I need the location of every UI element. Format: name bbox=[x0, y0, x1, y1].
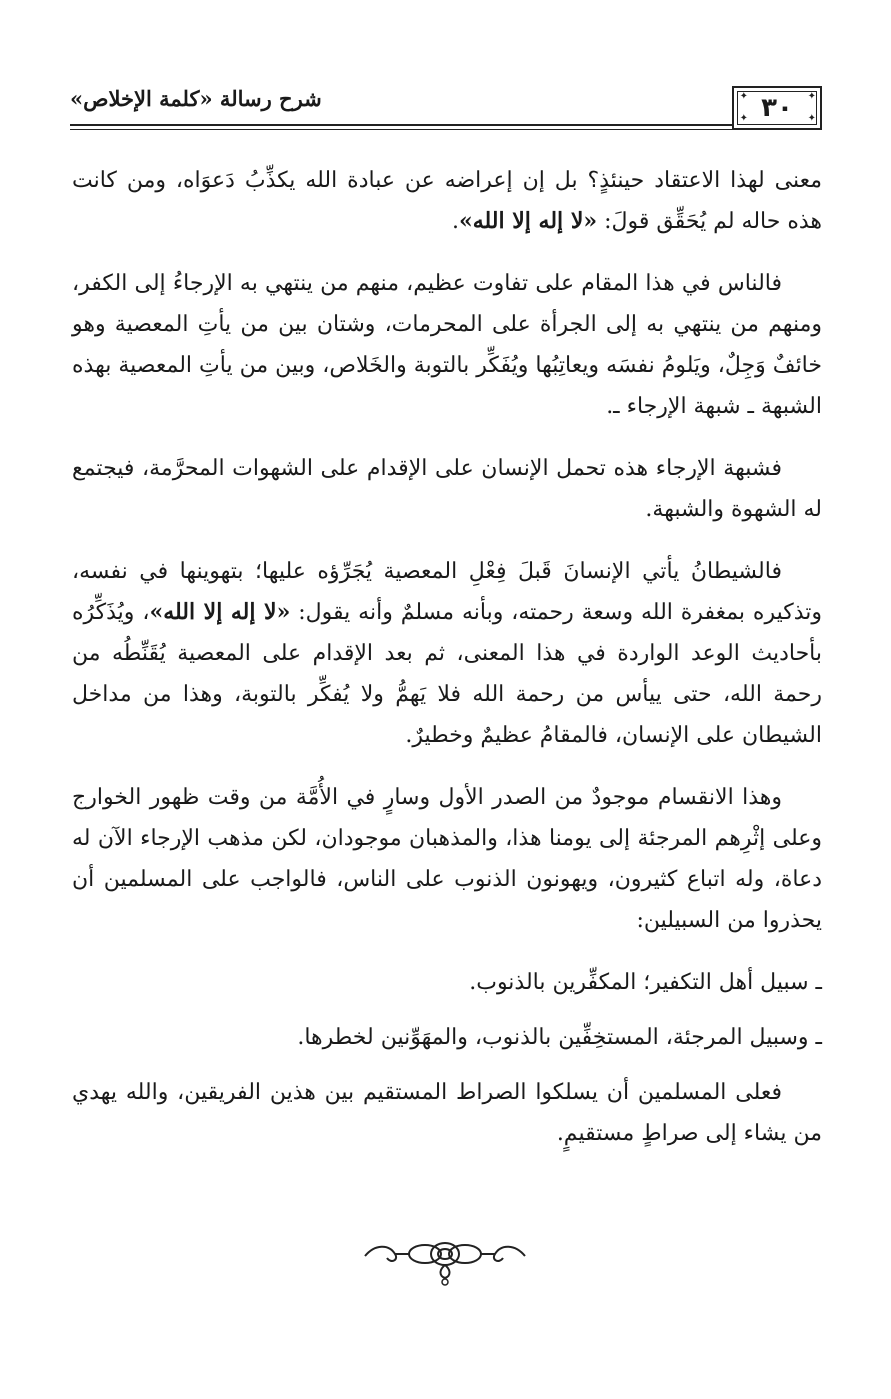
bullet-text: ـ سبيل أهل التكفير؛ المكفِّرين بالذنوب. bbox=[469, 970, 822, 995]
paragraph bbox=[72, 160, 822, 242]
ornament-corner-icon: ✦ bbox=[807, 113, 816, 124]
paragraph-text-tail: . bbox=[451, 209, 459, 234]
page-body bbox=[72, 160, 822, 1175]
ornament-corner-icon: ✦ bbox=[739, 113, 748, 124]
bullet-item bbox=[72, 962, 822, 1003]
paragraph-text-tail: ، ويُذَكِّرُه بأحاديث الوعد الواردة في هذا المعنى، ثم بعد الإقدام على المعصية يُقَنِّطُه من رحمة الله، حتى ييأس من رحمة الله فلا يَهمُّ ولا يُفكِّر بالتوبة، وهذا من مداخل الشيطان على الإنسان، فالمقامُ عظيمٌ وخطيرٌ. bbox=[72, 600, 822, 748]
header-rule-thin bbox=[70, 129, 732, 130]
end-ornament-icon bbox=[355, 1230, 535, 1286]
shahada-phrase: «لا إله إلا الله» bbox=[149, 599, 291, 625]
shahada-phrase: «لا إله إلا الله» bbox=[458, 208, 598, 234]
paragraph bbox=[72, 777, 822, 941]
page-header bbox=[70, 72, 822, 132]
bullet-item bbox=[72, 1017, 822, 1058]
bullet-text: ـ وسبيل المرجئة، المستخِفِّين بالذنوب، والمهَوِّنين لخطرها. bbox=[297, 1025, 822, 1050]
paragraph-text: فالناس في هذا المقام على تفاوت عظيم، منهم من ينتهي به الإرجاءُ إلى الكفر، ومنهم من ينتهي به إلى الجرأة على المحرمات، وشتان بين من يأتِ المعصية وهو خائفٌ وَجِلٌ، ويَلومُ نفسَه ويعاتِبُها ويُفَكِّر بالتوبة والخَلاص، وبين من يأتِ المعصية بهذه الشبهة ـ شبهة الإرجاء ـ. bbox=[72, 271, 822, 419]
ornament-corner-icon: ✦ bbox=[739, 91, 748, 102]
page-number: ٣٠ bbox=[761, 93, 793, 123]
paragraph bbox=[72, 1072, 822, 1154]
paragraph-text: فعلى المسلمين أن يسلكوا الصراط المستقيم بين هذين الفريقين، والله يهدي من يشاء إلى صراطٍ مستقيمٍ. bbox=[72, 1080, 822, 1146]
paragraph bbox=[72, 263, 822, 427]
ornament-corner-icon: ✦ bbox=[807, 91, 816, 102]
header-rule bbox=[70, 124, 732, 126]
paragraph bbox=[72, 448, 822, 530]
paragraph-text: معنى لهذا الاعتقاد حينئذٍ؟ بل إن إعراضه عن عبادة الله يكذِّبُ دَعوَاه، ومن كانت هذه حاله لم يُحَقِّق قولَ: bbox=[72, 168, 822, 234]
paragraph bbox=[72, 551, 822, 756]
paragraph-text: وهذا الانقسام موجودٌ من الصدر الأول وسارٍ في الأُمَّة من وقت ظهور الخوارج وعلى إثْرِهم المرجئة إلى يومنا هذا، والمذهبان موجودان، لكن مذهب الإرجاء الآن له دعاة، وله اتباع كثيرون، ويهونون الذنوب على الناس، فالواجب على المسلمين أن يحذروا من السبيلين: bbox=[72, 785, 822, 933]
running-title: شرح رسالة «كلمة الإخلاص» bbox=[70, 86, 322, 111]
page-number-frame bbox=[732, 86, 822, 130]
paragraph-text: فشبهة الإرجاء هذه تحمل الإنسان على الإقدام على الشهوات المحرَّمة، فيجتمع له الشهوة والشبهة. bbox=[72, 456, 822, 522]
paragraph-text: فالشيطانُ يأتي الإنسانَ قَبلَ فِعْلِ المعصية يُجَرِّؤه عليها؛ بتهوينها في نفسه، وتذكيره بمغفرة الله وسعة رحمته، وبأنه مسلمٌ وأنه يقول: bbox=[72, 559, 823, 625]
